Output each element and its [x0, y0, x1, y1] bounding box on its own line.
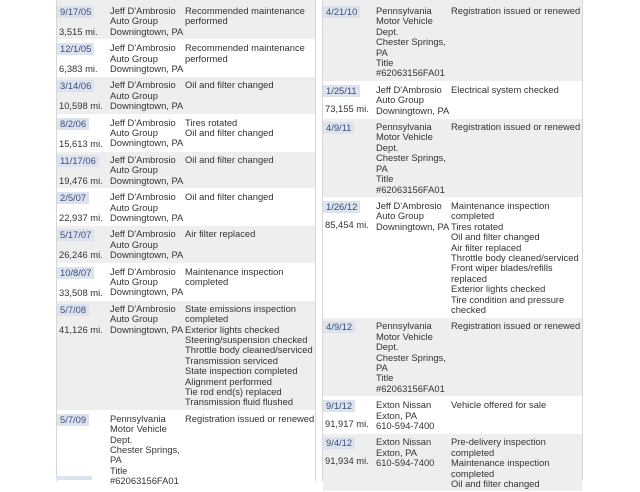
record-date-cell	[57, 40, 108, 76]
record-date: 9/17/05	[57, 6, 94, 18]
record-source-cell	[108, 3, 185, 39]
record-details-cell	[185, 3, 315, 39]
record-detail-line: Throttle body cleaned/serviced	[451, 251, 579, 263]
record-details-cell	[185, 40, 315, 76]
history-record-row	[57, 77, 315, 114]
history-record-row	[323, 434, 582, 492]
record-source-line: Motor Vehicle	[376, 330, 433, 342]
next-record-date-chip	[56, 476, 92, 480]
record-date: 8/2/06	[57, 118, 89, 130]
record-date: 2/5/07	[57, 192, 89, 204]
record-source-line: Auto Group	[110, 275, 158, 287]
record-detail-line: replaced	[451, 272, 487, 284]
record-detail-line: Recommended maintenance	[185, 5, 305, 16]
record-source-line: Downingtown, PA	[110, 100, 184, 112]
record-source-line: Downingtown, PA	[110, 25, 184, 37]
history-record-row	[57, 226, 315, 263]
record-detail-line: State inspection completed	[185, 365, 298, 377]
record-source-line: Exton, PA	[376, 446, 417, 458]
record-source-line: 610-594-7400	[376, 420, 435, 432]
record-detail-line: Alignment performed	[185, 375, 273, 387]
history-record-row	[57, 0, 315, 40]
record-source-line: #62063156FA01	[376, 382, 445, 394]
record-source-line: Pennsylvania	[110, 412, 166, 424]
record-detail-line: checked	[451, 303, 486, 315]
record-source-line: Downingtown, PA	[110, 137, 184, 149]
record-mileage: 26,246 mi.	[59, 249, 103, 261]
record-source-line: Jeff D'Ambrosio	[110, 265, 176, 277]
record-detail-line: completed	[451, 467, 495, 479]
record-source-cell	[108, 226, 185, 262]
record-source-line: Pennsylvania	[376, 121, 432, 133]
record-date-cell	[57, 226, 108, 262]
record-source-line: 610-594-7400	[376, 457, 435, 469]
record-source-line: #62063156FA01	[376, 183, 445, 195]
record-source-line: PA	[376, 46, 388, 58]
history-record-row	[323, 318, 582, 397]
record-detail-line: Registration issued or renewed	[185, 412, 315, 424]
record-detail-line: Exterior lights checked	[451, 283, 546, 295]
record-source-line: Downingtown, PA	[110, 63, 184, 75]
record-source-cell	[108, 301, 185, 410]
record-source-line: Auto Group	[110, 164, 158, 176]
record-source-line: Jeff D'Ambrosio	[110, 42, 176, 54]
record-source-line: Auto Group	[110, 313, 158, 325]
record-date: 4/21/10	[323, 6, 360, 18]
record-detail-line: Oil and filter changed	[451, 478, 540, 490]
record-mileage: 10,598 mi.	[59, 100, 103, 112]
record-date: 5/7/08	[57, 304, 89, 316]
record-source-line: Dept.	[110, 433, 133, 445]
record-detail-line: Registration issued or renewed	[451, 121, 581, 133]
record-date-cell	[323, 434, 374, 491]
record-detail-line: Tires rotated	[185, 116, 238, 128]
history-record-row	[323, 198, 582, 318]
record-mileage: 22,937 mi.	[59, 212, 103, 224]
record-mileage: 6,383 mi.	[59, 63, 98, 75]
record-detail-line: Oil and filter changed	[185, 191, 274, 203]
record-detail-line: Oil and filter changed	[185, 79, 274, 91]
record-detail-line: Registration issued or renewed	[451, 320, 581, 332]
history-record-row	[57, 264, 315, 301]
record-mileage: 15,613 mi.	[59, 137, 103, 149]
record-date-cell	[57, 3, 108, 39]
record-detail-line: Front wiper blades/refills	[451, 262, 553, 274]
record-source-cell	[374, 198, 451, 317]
record-source-line: Title	[376, 57, 394, 69]
record-detail-line: Tires rotated	[451, 220, 504, 232]
record-source-line: Chester Springs,	[376, 351, 446, 363]
record-date-cell	[323, 82, 374, 118]
record-detail-line: Transmission fluid flushed	[185, 396, 294, 408]
history-record-row	[57, 115, 315, 152]
record-source-line: Chester Springs,	[376, 152, 446, 164]
history-record-row	[323, 0, 582, 82]
record-details-cell	[451, 198, 582, 317]
record-details-cell	[185, 77, 315, 113]
record-detail-line: completed	[185, 275, 229, 287]
record-source-cell	[374, 119, 451, 197]
record-detail-line: Exterior lights checked	[185, 323, 280, 335]
record-source-line: Exton Nissan	[376, 436, 432, 448]
record-date: 1/26/12	[323, 201, 360, 213]
history-record-row	[323, 397, 582, 434]
record-detail-line: Registration issued or renewed	[451, 5, 581, 16]
record-date: 1/25/11	[323, 85, 360, 97]
record-mileage: 91,934 mi.	[325, 455, 369, 467]
record-source-line: Downingtown, PA	[110, 249, 184, 261]
history-column-right	[322, 0, 583, 490]
record-detail-line: Tire condition and pressure	[451, 293, 565, 305]
record-source-line: Motor Vehicle	[376, 131, 433, 143]
record-detail-line: Throttle body cleaned/serviced	[185, 344, 313, 356]
record-date-cell	[57, 189, 108, 225]
record-details-cell	[451, 82, 582, 118]
record-source-line: Jeff D'Ambrosio	[110, 5, 176, 16]
record-date: 4/9/11	[323, 122, 354, 134]
record-source-line: Jeff D'Ambrosio	[110, 302, 176, 314]
record-source-line: Jeff D'Ambrosio	[110, 191, 176, 203]
record-detail-line: completed	[185, 313, 229, 325]
history-record-row	[323, 119, 582, 198]
record-source-line: Jeff D'Ambrosio	[110, 79, 176, 91]
record-source-line: Motor Vehicle	[376, 15, 433, 27]
record-source-line: Pennsylvania	[376, 5, 432, 16]
record-source-line: Downingtown, PA	[110, 174, 184, 186]
record-detail-line: Steering/suspension checked	[185, 333, 308, 345]
record-source-line: Jeff D'Ambrosio	[110, 228, 176, 240]
record-mileage: 41,126 mi.	[59, 323, 103, 335]
record-source-line: Auto Group	[110, 52, 158, 64]
record-date-cell	[57, 77, 108, 113]
record-detail-line: Oil and filter changed	[451, 231, 540, 243]
record-date-cell	[323, 397, 374, 433]
record-detail-line: Air filter replaced	[185, 228, 256, 240]
record-detail-line: Recommended maintenance	[185, 42, 305, 54]
record-detail-line: Oil and filter changed	[185, 153, 274, 165]
record-details-cell	[451, 3, 582, 81]
record-date: 11/17/06	[57, 155, 99, 167]
record-source-line: #62063156FA01	[376, 67, 445, 79]
record-mileage: 3,515 mi.	[59, 26, 98, 37]
record-source-line: Auto Group	[110, 15, 158, 27]
record-source-cell	[108, 264, 185, 300]
history-column-left	[56, 0, 316, 487]
record-source-line: Exton, PA	[376, 409, 417, 421]
record-detail-line: completed	[451, 446, 495, 458]
record-detail-line: completed	[451, 210, 495, 222]
record-date-cell	[57, 301, 108, 410]
record-source-cell	[374, 318, 451, 396]
record-date-cell	[57, 264, 108, 300]
record-details-cell	[185, 411, 315, 489]
record-source-cell	[108, 115, 185, 151]
record-details-cell	[451, 434, 582, 491]
record-detail-line: performed	[185, 15, 228, 27]
record-source-cell	[374, 3, 451, 81]
record-detail-line: State emissions inspection	[185, 302, 296, 314]
record-date-cell	[323, 119, 374, 197]
record-source-line: Title	[376, 372, 394, 384]
record-source-line: #62063156FA01	[110, 475, 179, 487]
record-detail-line: performed	[185, 52, 228, 64]
record-source-cell	[374, 434, 451, 491]
record-source-line: Auto Group	[376, 210, 424, 222]
record-details-cell	[451, 397, 582, 433]
record-date: 9/1/12	[323, 400, 355, 412]
record-mileage: 19,476 mi.	[59, 174, 103, 186]
record-mileage: 33,508 mi.	[59, 286, 103, 298]
record-date-cell	[323, 318, 374, 396]
record-source-line: Exton Nissan	[376, 399, 432, 411]
record-source-line: Downingtown, PA	[110, 323, 184, 335]
record-source-line: PA	[110, 454, 122, 466]
record-source-line: Jeff D'Ambrosio	[110, 153, 176, 165]
record-date: 4/9/12	[323, 321, 355, 333]
record-detail-line: Oil and filter changed	[185, 127, 274, 139]
record-source-line: Auto Group	[110, 127, 158, 139]
record-source-line: Auto Group	[110, 201, 158, 213]
record-source-line: Downingtown, PA	[376, 104, 450, 116]
record-details-cell	[185, 152, 315, 188]
record-date-cell	[57, 152, 108, 188]
record-detail-line: Maintenance inspection	[185, 265, 284, 277]
record-source-line: Auto Group	[376, 94, 424, 106]
record-detail-line: Maintenance inspection	[451, 199, 550, 211]
record-source-cell	[108, 77, 185, 113]
record-source-line: Chester Springs,	[376, 36, 446, 48]
record-source-line: Downingtown, PA	[110, 211, 184, 223]
record-source-line: Downingtown, PA	[110, 286, 184, 298]
record-source-line: Jeff D'Ambrosio	[110, 116, 176, 128]
history-record-row	[323, 82, 582, 119]
record-source-line: Dept.	[376, 141, 399, 153]
record-source-line: Dept.	[376, 25, 399, 37]
record-source-line: Pennsylvania	[376, 320, 432, 332]
record-date: 12/1/05	[57, 43, 94, 55]
history-record-row	[57, 301, 315, 411]
record-date-cell	[323, 198, 374, 317]
record-mileage: 85,454 mi.	[325, 218, 369, 230]
record-source-cell	[108, 411, 185, 489]
history-record-row	[57, 152, 315, 189]
record-source-line: Jeff D'Ambrosio	[376, 199, 442, 211]
record-source-line: PA	[376, 362, 388, 373]
record-date: 5/7/09	[57, 414, 89, 426]
record-source-cell	[108, 40, 185, 76]
record-details-cell	[185, 301, 315, 410]
record-detail-line: Vehicle offered for sale	[451, 399, 547, 411]
record-source-cell	[374, 82, 451, 118]
record-source-line: Title	[376, 173, 394, 185]
record-source-cell	[108, 152, 185, 188]
record-details-cell	[185, 189, 315, 225]
record-source-line: Motor Vehicle	[110, 423, 167, 435]
record-detail-line: Air filter replaced	[451, 241, 522, 253]
record-details-cell	[185, 226, 315, 262]
record-date-cell	[323, 3, 374, 81]
record-details-cell	[451, 119, 582, 197]
record-date: 9/4/12	[323, 437, 355, 449]
record-source-line: Auto Group	[110, 89, 158, 101]
record-detail-line: Transmission serviced	[185, 354, 278, 366]
record-source-line: PA	[376, 162, 388, 174]
record-source-line: Chester Springs,	[110, 444, 180, 456]
record-details-cell	[451, 318, 582, 396]
record-date: 3/14/06	[57, 80, 94, 92]
record-source-line: Downingtown, PA	[376, 220, 450, 232]
record-date-cell	[57, 115, 108, 151]
record-mileage: 91,917 mi.	[325, 418, 369, 430]
record-source-line: Auto Group	[110, 238, 158, 250]
record-detail-line: Tie rod end(s) replaced	[185, 386, 282, 397]
record-date: 5/17/07	[57, 229, 94, 241]
record-mileage: 73,155 mi.	[325, 102, 369, 114]
record-source-line: Title	[110, 464, 128, 476]
record-detail-line: Electrical system checked	[451, 83, 559, 95]
history-record-row	[57, 189, 315, 226]
record-source-line: Dept.	[376, 341, 399, 353]
record-source-cell	[108, 189, 185, 225]
record-source-line: Jeff D'Ambrosio	[376, 83, 442, 95]
record-detail-line: Pre-delivery inspection	[451, 436, 546, 448]
record-source-cell	[374, 397, 451, 433]
record-details-cell	[185, 115, 315, 151]
record-details-cell	[185, 264, 315, 300]
history-record-row	[57, 411, 315, 490]
record-date: 10/8/07	[57, 267, 94, 279]
history-record-row	[57, 40, 315, 77]
record-detail-line: Maintenance inspection	[451, 457, 550, 469]
